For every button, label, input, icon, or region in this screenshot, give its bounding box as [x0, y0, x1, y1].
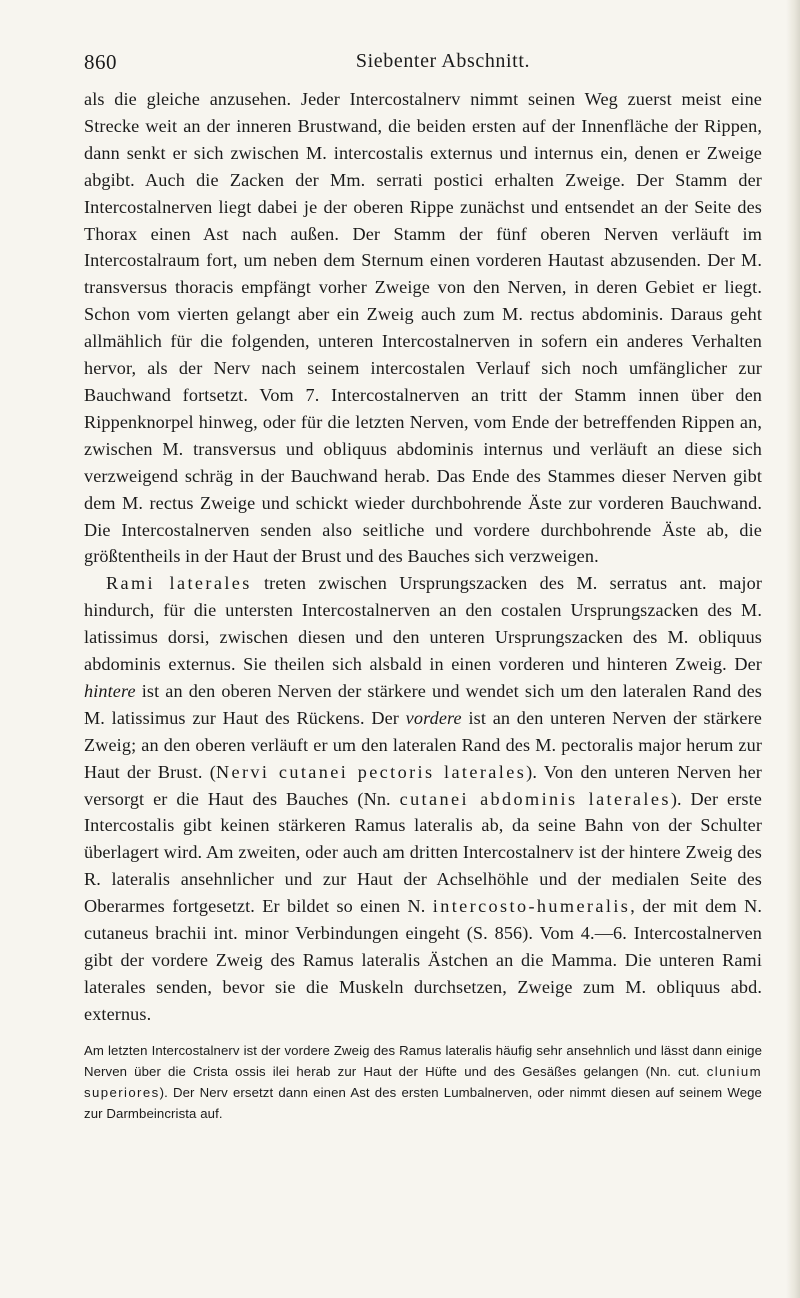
term-rami-laterales: Rami laterales: [106, 573, 252, 594]
text-segment: ). Von den unteren Nerven her versorgt er die Haut des Bauches (Nn.: [84, 761, 762, 809]
term-vordere: vordere: [405, 707, 462, 728]
running-head: Siebenter Abschnitt.: [355, 50, 531, 72]
main-text: [84, 86, 762, 1028]
text-segment: , der mit dem N. cutaneus brachii int. minor Verbindungen eingeht (S. 856). Vom 4.—6. Intercostalnerven gibt der vordere Zweig des Ramus lateralis Ästchen an die Mamma. Die unteren Rami laterales senden, bevor sie die Muskeln durchsetzen, Zweige zum M. obliquus abd. externus.: [84, 896, 763, 1024]
paragraph-rami-laterales: [84, 570, 762, 1027]
term-intercosto-humeralis: intercosto-humeralis: [432, 896, 631, 917]
paragraph-intercostal-course: als die gleiche anzusehen. Jeder Intercostalnerv nimmt seinen Weg zuerst meist eine Strecke weit an der inneren Brustwand, die beiden ersten auf der Innenfläche der Rippen, dann senkt er sich zwischen M. intercostalis externus und internus ein, denen er Zweige abgibt. Auch die Zacken der Mm. serrati postici erhalten Zweige. Der Stamm der Intercostalnerven liegt dabei je der oberen Rippe zunächst und entsendet an der Seite des Thorax einen Ast nach außen. Der Stamm der fünf oberen Nerven verläuft im Intercostalraum fort, um neben dem Sternum einen vorderen Hautast abzusenden. Der M. transversus thoracis empfängt vorher Zweige von den Nerven, in deren Gebiet er liegt. Schon vom vierten gelangt aber ein Zweig auch zum M. rectus abdominis. Daraus geht allmählich für die folgenden, unteren Intercostalnerven in sofern ein anderes Verhalten hervor, als der Nerv nach seinem intercostalen Verlauf sich noch umfänglicher zur Bauchwand fortsetzt. Vom 7. Intercostalnerven an tritt der Stamm innen über den Rippenknorpel hinweg, oder für die letzten Nerven, vom Ende der betreffenden Rippen an, zwischen M. transversus und obliquus abdominis internus und verläuft an diese sich verzweigend schräg in der Bauchwand herab. Das Ende des Stammes dieser Nerven gibt dem M. rectus Zweige und schickt wieder durchbohrende Äste zur vorderen Bauchwand. Die Intercostalnerven senden also seitliche und vordere durchbohrende Äste ab, die größtentheils in der Haut der Brust und des Bauches sich verzweigen.: [84, 89, 762, 567]
text-segment: ist an den oberen Nerven der stärkere und wendet sich um den lateralen Rand des M. latissimus zur Haut des Rückens. Der: [84, 680, 762, 728]
text-segment: ). Der erste Intercostalis gibt keinen stärkeren Ramus lateralis ab, da seine Bahn von der Schulter überlagert wird. Am zweiten, oder auch am dritten Intercostalnerv ist der hintere Zweig des R. lateralis ansehnlicher und zur Haut der Achselhöhle und der medialen Seite des Oberarmes fortgesetzt. Er bildet so einen N.: [84, 788, 762, 917]
text-segment: treten zwischen Ursprungszacken des M. serratus ant. major hindurch, für die untersten Intercostalnerven an den costalen Ursprungszacken des M. latissimus dorsi, zwischen diesen und den unteren Ursprungszacken des M. obliquus abdominis externus. Sie theilen sich alsbald in einen vorderen und hinteren Zweig. Der: [84, 573, 762, 675]
term-nervi-cutanei-pectoris: Nervi cutanei pectoris laterales: [215, 761, 527, 782]
text-segment: Am letzten Intercostalnerv ist der vordere Zweig des Ramus lateralis häufig sehr ansehnlich und lässt dann einige Nerven über die Crista ossis ilei herab zur Haut der Hüfte und des Gesäßes gelangen (Nn. cut.: [84, 1042, 762, 1079]
term-cutanei-abdominis: cutanei abdominis laterales: [399, 788, 671, 809]
text-segment: ). Der Nerv ersetzt dann einen Ast des ersten Lumbalnerven, oder nimmt diesen auf seinem Wege zur Darmbeincrista auf.: [84, 1084, 762, 1121]
page-edge: [786, 0, 800, 1298]
term-clunium-superiores: clunium superiores: [84, 1063, 762, 1100]
text-segment: ist an den unteren Nerven der stärkere Zweig; an den oberen verläuft er um den lateralen Rand des M. pectoralis major herum zur Haut der Brust. (: [84, 707, 762, 782]
page-number: 860: [84, 50, 117, 74]
page-header: [84, 0, 762, 86]
small-print-note: [84, 1040, 762, 1124]
term-hintere: hintere: [84, 680, 136, 701]
